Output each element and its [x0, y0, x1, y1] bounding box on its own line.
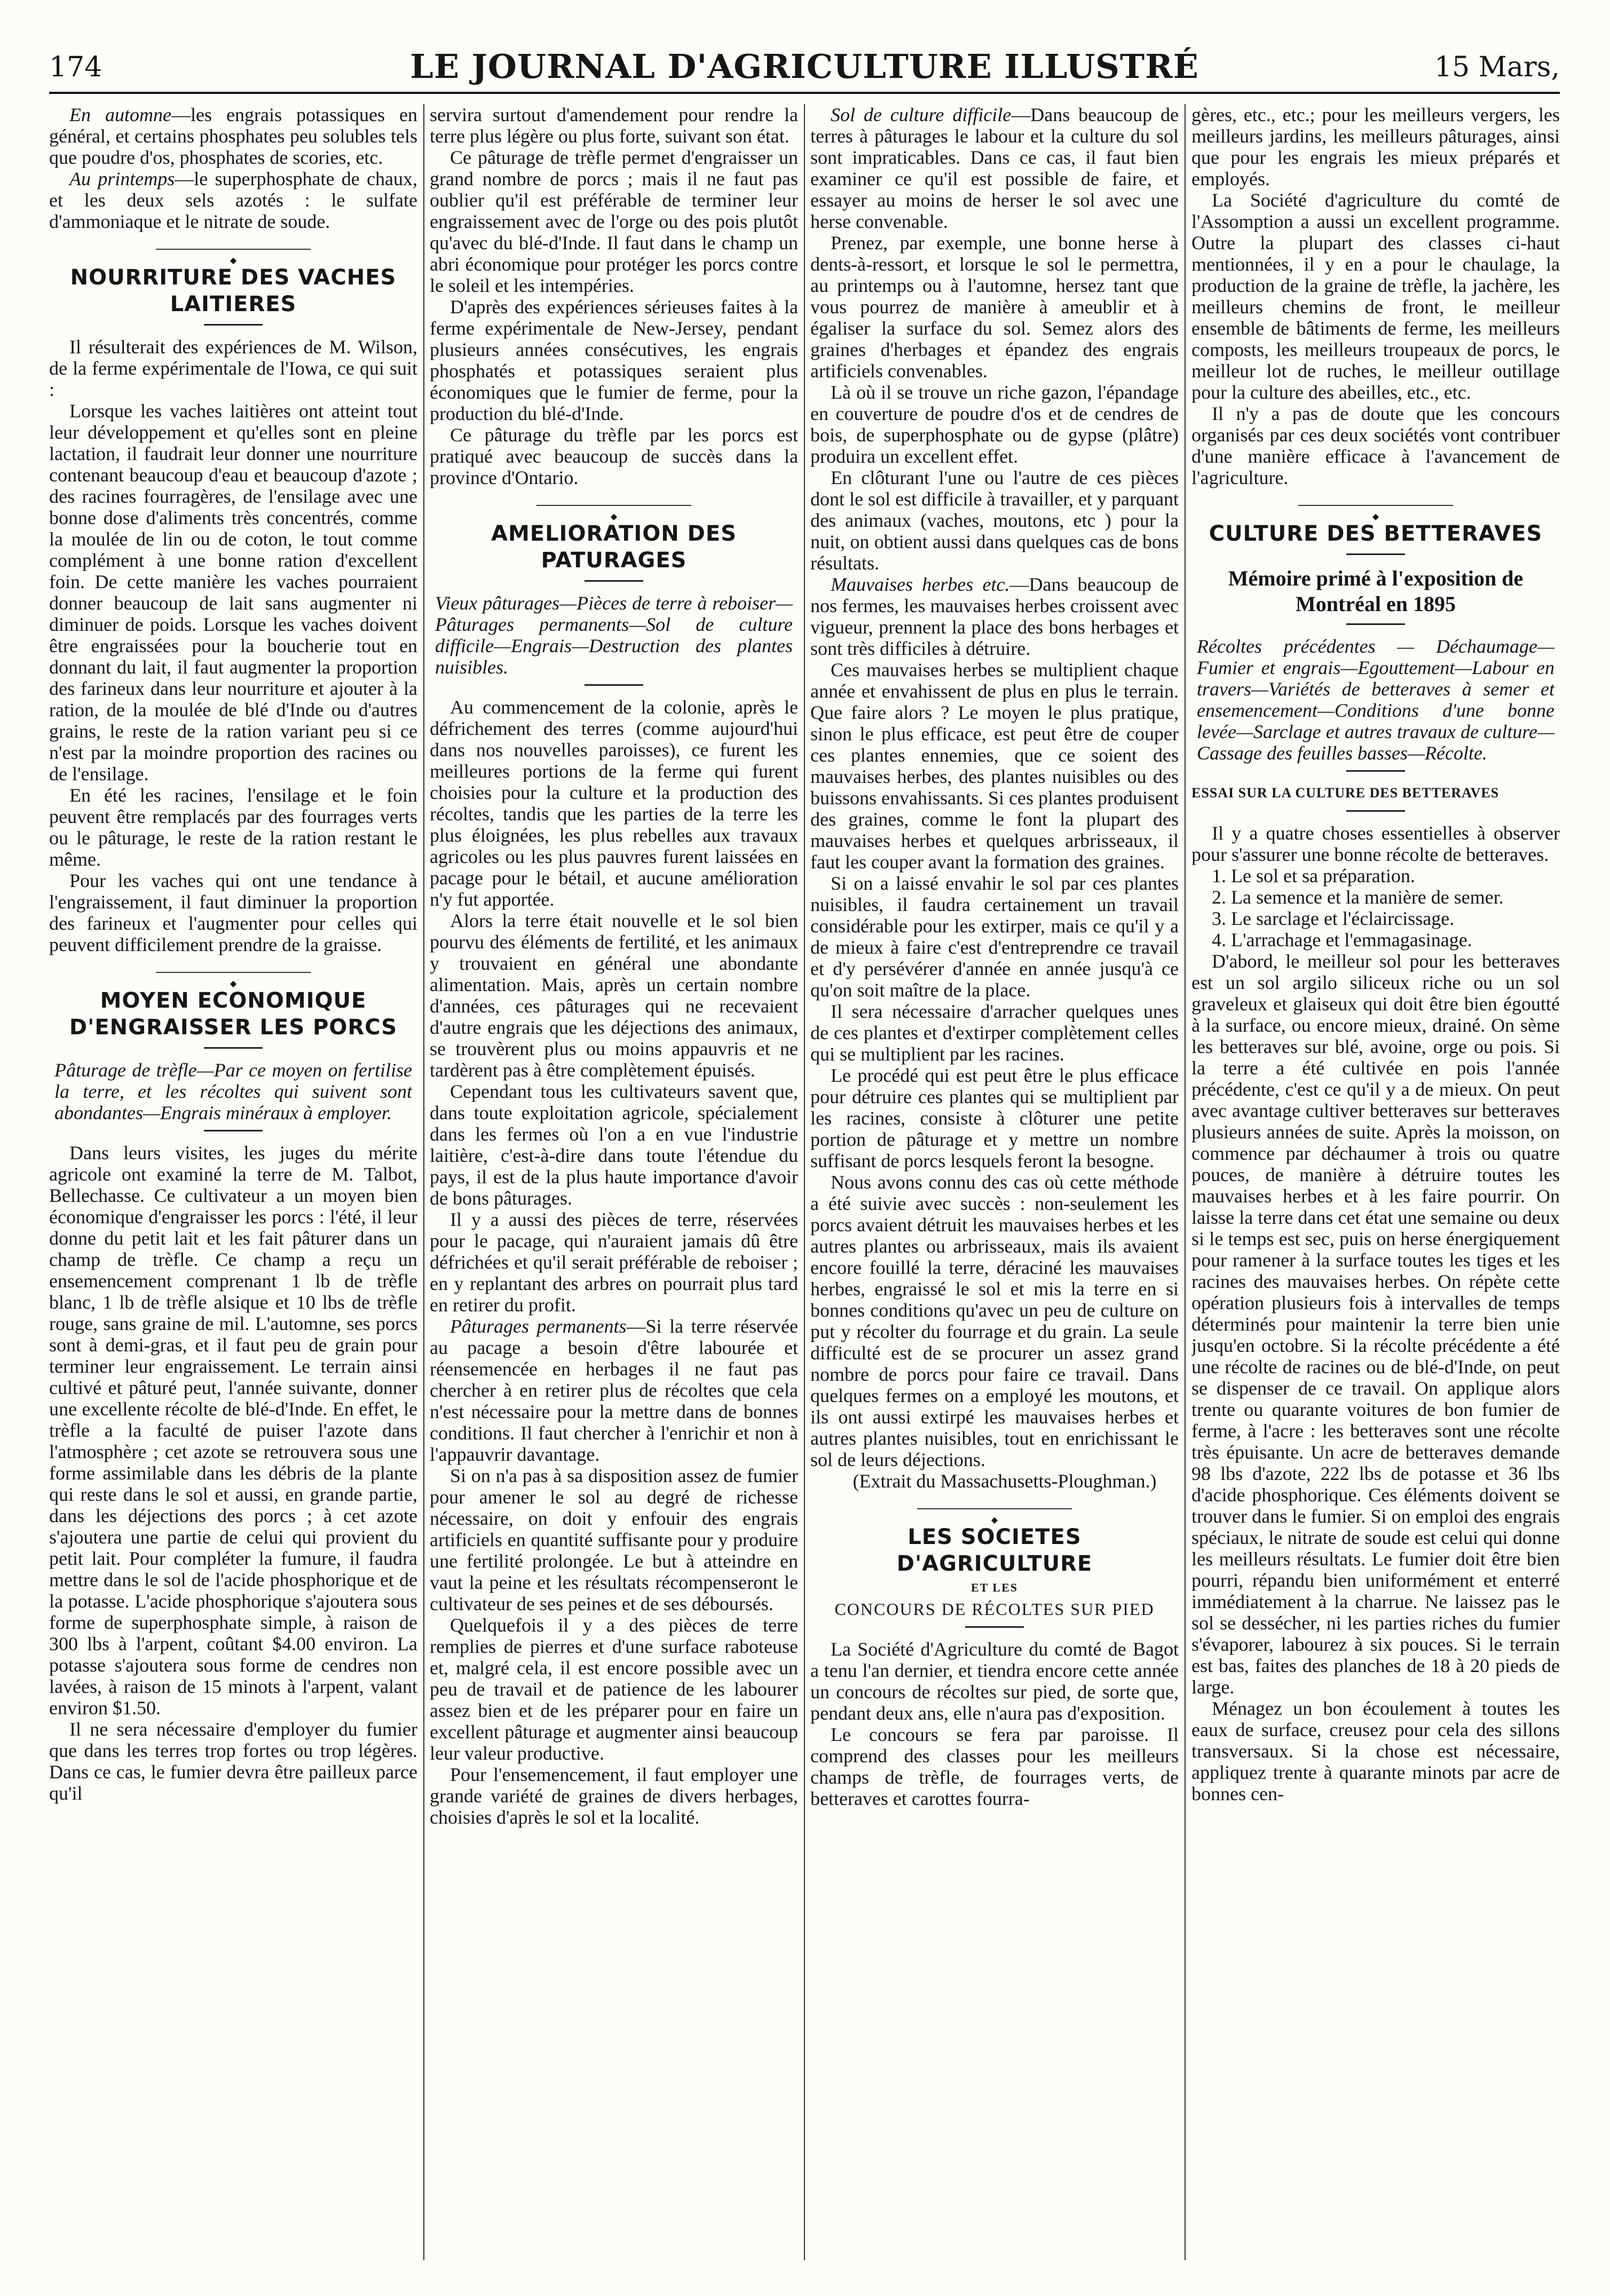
paragraph: Cependant tous les cultivateurs savent que, dans toute exploitation agricole, spécialement dans les fermes où l'on a en vue l'industrie laitière, c'est-à-dire dans toute l'étendue du pays, il est de la plus haute importance d'avoir de bons pâturages. [430, 1081, 798, 1209]
issue-date: 15 Mars, [1434, 51, 1560, 83]
title-rule [585, 580, 643, 582]
paragraph: gères, etc., etc.; pour les meilleurs vergers, les meilleurs jardins, les meilleurs pâturages, ainsi que pour les engrais les mieux préparés et employés. [1191, 104, 1560, 189]
subtitle-rule [1346, 623, 1405, 625]
article-title-vaches: NOURRITURE DES VACHES LAITIERES [70, 265, 397, 316]
article-title-societes: LES SOCIETES D'AGRICULTURE [896, 1525, 1093, 1576]
paragraph: Au commencement de la colonie, après le défrichement des terres (comme aujourd'hui dans nos nouvelles paroisses), ce furent les meilleures portions de la ferme qui furent choisies pour la culture et la production des récoltes, tandis que les parties de la terre les plus éloignées, les plus rebelles aux travaux agricoles ou les plus pauvres furent laissées en pacage pour le bétail, et aucune amélioration n'y fut apportée. [430, 696, 798, 910]
paragraph: Ménagez un bon écoulement à toutes les eaux de surface, creusez pour cela des sillons transversaux. Si la chose est nécessaire, appliquez trente à quarante minots par acre de bonnes cen- [1191, 1698, 1560, 1804]
column-divider [423, 104, 424, 2260]
column-3 [810, 104, 1179, 2260]
article-subtitle: Mémoire primé à l'exposition de Montréal en 1895 [1228, 566, 1524, 616]
paragraph: Nous avons connu des cas où cette méthode a été suivie avec succès : non-seulement les porcs avaient détruit les mauvaises herbes et les autres plantes ou arbrisseaux, mais ils avaient encore fouillé la terre, déraciné les mauvaises herbes, engraissé le sol et mis la terre en si bonnes conditions qu'avec un peu de culture on put y récolter du fourrage et du grain. La seule difficulté est de se procurer un assez grand nombre de porcs pour faire ce travail. Dans quelques fermes on a employé les moutons, et ils ont aussi extirpé les mauvaises herbes et autres plantes nuisibles, tout en enrichissant le sol de leurs déjections. [810, 1171, 1179, 1470]
article-title-paturages: AMELIORATION DES PATURAGES [491, 521, 737, 573]
article-title-betteraves: CULTURE DES BETTERAVES [1209, 521, 1543, 546]
paragraph: Dans leurs visites, les juges du mérite agricole ont examiné la terre de M. Talbot, Bellechasse. Ce cultivateur a un moyen bien économique d'engraisser les porcs : l'été, il leur donne du petit lait et les fait pâturer dans un champ de trèfle. Ce champ a reçu un ensemencement comprenant 1 lb de trèfle blanc, 1 lb de trèfle alsique et 10 lbs de trèfle rouge, sans graine de mil. L'automne, ses porcs sont à demi-gras, et il faut peu de grain pour terminer leur engraissement. Le terrain ainsi cultivé et pâturé peut, l'année suivante, donner une excellente récolte de blé-d'Inde. En effet, le trèfle a la faculté de puiser l'azote dans l'atmosphère ; cet azote se retrouvera sous une forme assimilable dans les débris de la plante qui reste dans le sol et aussi, en grande partie, dans les déjections des porcs ; à cet azote s'ajoutera une partie de celui qui provient du petit lait. Pour compléter la fumure, il faudra mettre dans le sol de l'acide phosphorique et de la potasse. L'acide phosphorique s'ajoutera sous forme de superphosphate simple, à raison de 300 lbs à l'arpent, coûtant $4.00 environ. La potasse s'ajoutera sous forme de cendres non lavées, à raison de 15 minots à l'arpent, valant environ $1.50. [49, 1142, 417, 1719]
source-credit: (Extrait du Massachusetts-Ploughman.) [853, 1470, 1157, 1492]
paragraph: Il ne sera nécessaire d'employer du fumier que dans les terres trop fortes ou trop légères. Dans ce cas, le fumier devra être pailleux parce qu'il [49, 1719, 417, 1804]
paragraph: D'après des expériences sérieuses faites à la ferme expérimentale de New-Jersey, pendant plusieurs années consécutives, les engrais phosphatés et potassiques seraient plus économiques que le fumier de ferme, pour la production du blé-d'Inde. [430, 296, 798, 424]
paragraph: Il y a quatre choses essentielles à observer pour s'assurer une bonne récolte de betteraves. [1191, 822, 1560, 865]
paragraph: Il y a aussi des pièces de terre, réservées pour le pacage, qui n'auraient jamais dû être défrichées et qu'il serait préférable de reboiser ; en y replantant des arbres on pourrait plus tard en retirer du profit. [430, 1209, 798, 1316]
summary-rule [204, 1130, 263, 1131]
paragraph: En été les racines, l'ensilage et le foin peuvent être remplacés par des fourrages verts ou le pâturage, le reste de la ration restant le même. [49, 785, 417, 870]
paragraph: En clôturant l'une ou l'autre de ces pièces dont le sol est difficile à travailler, et y parquant des animaux (vaches, moutons, etc ) pour la nuit, on obtient aussi dans quelques cas de bons résultats. [810, 467, 1179, 574]
paragraph: En automne—les engrais potassiques en général, et certains phosphates peu solubles tels que poudre d'os, phosphates de scories, etc. [49, 104, 417, 168]
paragraph: Il sera nécessaire d'arracher quelques unes de ces plantes et d'extirper complètement celles qui se multiplient par les racines. [810, 1001, 1179, 1065]
page-number: 174 [49, 51, 102, 83]
article-summary: Récoltes précédentes — Déchaumage—Fumier et engrais—Egouttement—Labour en travers—Variétés de betteraves à semer et ensemencement—Conditions d'une bonne levée—Sarclage et autres travaux de culture—Cassage des feuilles basses—Récolte. [1197, 636, 1554, 764]
paragraph: Ce pâturage de trèfle permet d'engraisser un grand nombre de porcs ; mais il ne faut pas oublier qu'il est préférable de terminer leur engraissement avec de l'orge ou des pois plutôt qu'avec du blé-d'Inde. Il faut dans le champ un abri économique pour protéger les porcs contre le soleil et les intempéries. [430, 147, 798, 296]
paragraph: D'abord, le meilleur sol pour les betteraves est un sol argilo siliceux riche ou un sol graveleux et glaiseux qui doit être bien égoutté à la surface, ou encore mieux, drainé. On sème les betteraves sur blé, avoine, orge ou pois. Si la terre a été cultivée en pois l'année précédente, c'est ce qu'il y a de mieux. On peut avec avantage cultiver betteraves sur betteraves plusieurs années de suite. Après la moisson, on commence par déchaumer à trois ou quatre pouces, de manière à détruire toutes les mauvaises herbes et à les faire pourrir. On laisse la terre dans cet état une semaine ou deux si le temps est sec, puis on herse énergiquement pour ramener à la surface toutes les tiges et les racines des mauvaises herbes. On répète cette opération plusieurs fois à intervalles de temps déterminés pour maintenir la terre bien unie jusqu'en octobre. Si la récolte précédente a été une récolte de racines ou de blé-d'Inde, on peut se dispenser de ce travail. On applique alors trente ou quarante voitures de bon fumier de ferme, à l'acre : les betteraves sont une récolte très épuisante. Un acre de betteraves demande 98 lbs d'azote, 222 lbs de potasse et 36 lbs d'acide phosphorique. Ces éléments doivent se trouver dans le fumier. Si on emploi des engrais spéciaux, le nitrate de soude est celui qui donne les meilleurs résultats. Le fumier doit être bien pourri, répandu bien uniformément et enterré immédiatement à la charrue. Ne laissez pas le sol se dessécher, ni les parties riches du fumier s'évaporer, labourez à six pouces. Si le terrain est bas, faites des planches de 18 à 20 pieds de large. [1191, 951, 1560, 1698]
article-summary: Pâturage de trèfle—Par ce moyen on fertilise la terre, et les récoltes qui suivent sont abondantes—Engrais minéraux à employer. [54, 1059, 412, 1123]
column-2 [430, 104, 798, 2260]
paragraph: Il résulterait des expériences de M. Wilson, de la ferme expérimentale de l'Iowa, ce qui suit : [49, 336, 417, 400]
column-4 [1191, 104, 1560, 2260]
title-rule [204, 1047, 263, 1049]
paragraph: Il n'y a pas de doute que les concours organisés par ces deux sociétés vont contribuer d'une manière efficace à l'avancement de l'agriculture. [1191, 403, 1560, 488]
section-ornament: ◆ [536, 502, 691, 509]
paragraph: Si on a laissé envahir le sol par ces plantes nuisibles, il faudra certainement un travail considérable pour les extirper, mais ce qu'il y a de mieux à faire c'est d'entreprendre ce travail et d'y persévérer d'année en année jusqu'à ce qu'on soit maître de la place. [810, 873, 1179, 1001]
section-label: ESSAI SUR LA CULTURE DES BETTERAVES [1191, 785, 1499, 801]
paragraph: Alors la terre était nouvelle et le sol bien pourvu des éléments de fertilité, et les animaux y trouvaient en général une abondante alimentation. Mais, après un certain nombre d'années, ces pâturages qui ne recevaient d'autre engrais que les déjections des animaux, se trouvèrent plus ou moins appauvris et ne tardèrent pas à être complètement épuisés. [430, 910, 798, 1081]
summary-rule [1346, 770, 1405, 772]
title-rule [1346, 553, 1405, 555]
header-rule [49, 92, 1560, 94]
list-item: 4. L'arrachage et l'emmagasinage. [1212, 929, 1472, 951]
paragraph: Quelquefois il y a des pièces de terre remplies de pierres et d'une surface raboteuse et, malgré cela, il est encore possible avec un peu de travail et de patience de les labourer assez bien et de les préparer pour en faire un excellent pâturage et augmenter ainsi beaucoup leur valeur productive. [430, 1614, 798, 1764]
paragraph: Au printemps—le superphosphate de chaux, et les deux sels azotés : le sulfate d'ammoniaque et le nitrate de soude. [49, 168, 417, 232]
section-ornament: ◆ [156, 246, 311, 252]
paragraph: Si on n'a pas à sa disposition assez de fumier pour amener le sol au degré de richesse nécessaire, on doit y enfouir des engrais artificiels en quantité suffisante pour y produire une fertilité prolongée. Le but à atteindre en vaut la peine et les résultats récompenseront le cultivateur de ses peines et de ses déboursés. [430, 1465, 798, 1614]
article-subtitle: CONCOURS DE RÉCOLTES SUR PIED [834, 1600, 1155, 1619]
article-summary: Vieux pâturages—Pièces de terre à reboiser—Pâturages permanents—Sol de culture difficile—Engrais—Destruction des plantes nuisibles. [435, 592, 793, 678]
paragraph: Le procédé qui est peut être le plus efficace pour détruire ces plantes qui se multiplient par les racines, consiste à clôturer une petite portion de pâturage et y mettre un nombre suffisant de porcs lesquels feront la besogne. [810, 1065, 1179, 1171]
page-header [49, 47, 1560, 95]
article-columns [49, 104, 1560, 2260]
paragraph: Ce pâturage du trèfle par les porcs est pratiqué avec beaucoup de succès dans la province d'Ontario. [430, 424, 798, 488]
paragraph: Ces mauvaises herbes se multiplient chaque année et envahissent de plus en plus le terrain. Que faire alors ? Le moyen le plus pratique, sinon le plus efficace, est peut être de couper ces plantes ennemies, que ce soient des mauvaises herbes, des plantes nuisibles ou des buissons envahissants. Si ces plantes produisent des graines, comme le font la plupart des mauvaises herbes et quelques arbrisseaux, il faut les couper avant la formation des graines. [810, 659, 1179, 873]
column-divider [1185, 104, 1186, 2260]
paragraph: Le concours se fera par paroisse. Il comprend des classes pour les meilleurs champs de trèfle, de fourrages verts, de betteraves et carottes fourra- [810, 1724, 1179, 1809]
paragraph: Prenez, par exemple, une bonne herse à dents-à-ressort, et lorsque le sol le permettra, au printemps ou à l'automne, hersez tant que vous pourrez de manière à ameublir et à égaliser la surface du sol. Semez alors des graines d'herbages et épandez des engrais artificiels convenables. [810, 232, 1179, 382]
paragraph: Pâturages permanents—Si la terre réservée au pacage a besoin d'être labourée et réensemencée en herbages il ne faut pas chercher à en retirer plus de récoltes que cela n'est nécessaire pour la mettre dans de bonnes conditions. Il faut chercher à l'enrichir et non à l'appauvrir davantage. [430, 1316, 798, 1465]
paragraph: La Société d'Agriculture du comté de Bagot a tenu l'an dernier, et tiendra encore cette année un concours de récoltes sur pied, de sorte que, pendant deux ans, elle n'aura pas d'exposition. [810, 1638, 1179, 1724]
paragraph: Pour les vaches qui ont une tendance à l'engraissement, il faut diminuer la proportion des farineux et l'augmenter pour celles qui peuvent difficilement prendre de la graisse. [49, 870, 417, 955]
article-title-porcs: MOYEN ECONOMIQUE D'ENGRAISSER LES PORCS [69, 988, 398, 1040]
paragraph: servira surtout d'amendement pour rendre la terre plus légère ou plus forte, suivant son état. [430, 104, 798, 147]
title-connector: ET LES [970, 1581, 1019, 1594]
title-rule [204, 324, 263, 326]
paragraph: La Société d'agriculture du comté de l'Assomption a aussi un excellent programme. Outre la plupart des classes ci-haut mentionnées, il y en a pour le chaulage, la production de la graine de trèfle, la jachère, les meilleurs chemins de front, le meilleur ensemble de bâtiments de ferme, les meilleurs composts, les meilleurs troupeaux de porcs, le meilleur lot de ruches, le meilleur outillage pour la culture des abeilles, etc., etc. [1191, 189, 1560, 403]
column-1 [49, 104, 417, 2260]
list-item: 1. Le sol et sa préparation. [1212, 865, 1415, 886]
section-ornament: ◆ [917, 1506, 1072, 1512]
paragraph: Lorsque les vaches laitières ont atteint tout leur développement et qu'elles sont en pleine lactation, il faudrait leur donner une nourriture contenant beaucoup d'eau et beaucoup d'azote ; des racines fourragères, de l'ensilage avec une bonne dose d'aliments très concentrés, comme la moulée de lin ou de coton, le tout comme complément à une bonne ration d'excellent foin. De cette manière les vaches pourraient donner beaucoup de lait sans augmenter ni diminuer de poids. Lorsque les vaches doivent être engraissées pour la boucherie tout en donnant du lait, il faut augmenter la proportion des farineux dans leur nourriture et ajouter à la ration, de la moulée de blé d'Inde ou d'autres grains, le reste de la ration variant peu si ce n'est par la moindre proportion des racines ou de l'ensilage. [49, 400, 417, 785]
paragraph: Mauvaises herbes etc.—Dans beaucoup de nos fermes, les mauvaises herbes croissent avec vigueur, prennent la place des bons herbages et sont très difficiles à détruire. [810, 574, 1179, 659]
summary-rule [585, 684, 643, 686]
column-divider [804, 104, 805, 2260]
title-rule [965, 1626, 1024, 1628]
paragraph: Pour l'ensemencement, il faut employer une grande variété de graines de divers herbages, choisies d'après le sol et la localité. [430, 1764, 798, 1828]
list-item: 2. La semence et la manière de semer. [1212, 886, 1504, 908]
paragraph: Là où il se trouve un riche gazon, l'épandage en couverture de poudre d'os et de cendres de bois, de superphosphate ou de gypse (plâtre) produira un excellent effet. [810, 382, 1179, 467]
paragraph: Sol de culture difficile—Dans beaucoup de terres à pâturages le labour et la culture du sol sont impraticables. Dans ce cas, il faut bien examiner ce qu'il est possible de faire, et essayer au moins de herser le sol avec une herse convenable. [810, 104, 1179, 232]
label-rule [1346, 810, 1405, 812]
list-item: 3. Le sarclage et l'éclaircissage. [1212, 908, 1455, 929]
section-ornament: ◆ [156, 969, 311, 976]
section-ornament: ◆ [1298, 502, 1453, 509]
journal-title: LE JOURNAL D'AGRICULTURE ILLUSTRÉ [410, 47, 1199, 86]
